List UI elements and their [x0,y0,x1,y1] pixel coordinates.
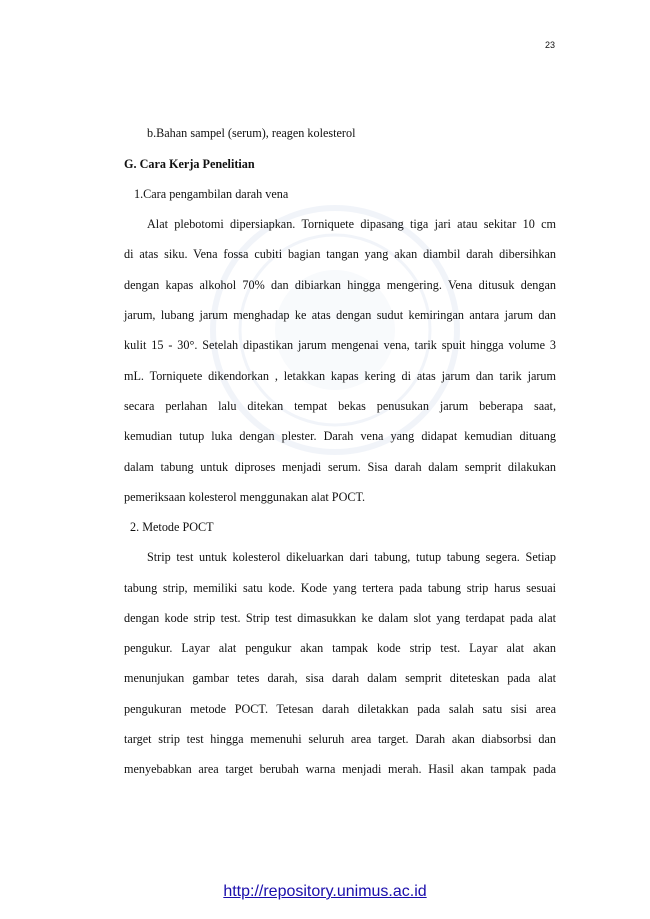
paragraph-line: pemeriksaan kolesterol menggunakan alat POCT. [124,490,366,504]
subheading-blood-collection: 1.Cara pengambilan darah vena [134,187,289,201]
paragraph-line: kulit 15 - 30°. Setelah dipastikan jarum mengenai vena, tarik spuit hingga volume 3 [124,338,556,352]
section-heading-cara-kerja: G. Cara Kerja Penelitian [124,157,255,171]
paragraph-line: menyebabkan area target berubah warna menjadi merah. Hasil akan tampak pada [124,762,556,776]
university-seal-watermark [205,200,465,460]
paragraph-line: kemudian tutup luka dengan plester. Darah vena yang didapat kemudian dituang [124,429,556,443]
paragraph-line: menunjukan gambar tetes darah, sisa darah dalam semprit diteteskan pada alat [124,671,556,685]
paragraph-line: di atas siku. Vena fossa cubiti bagian tangan yang akan diambil darah dibersihkan [124,247,556,261]
paragraph-line: pengukuran metode POCT. Tetesan darah diletakkan pada salah satu sisi area [124,702,556,716]
paragraph-line: dengan kode strip test. Strip test dimasukkan ke dalam slot yang terdapat pada alat [124,611,556,625]
paragraph-line: tabung strip, memiliki satu kode. Kode yang tertera pada tabung strip harus sesuai [124,581,556,595]
page-number: 23 [545,40,556,50]
paragraph-line: mL. Torniquete dikendorkan , letakkan kapas kering di atas jarum dan tarik jarum [124,369,556,383]
paragraph-line: Strip test untuk kolesterol dikeluarkan dari tabung, tutup tabung segera. Setiap [147,550,556,564]
paragraph-line: Alat plebotomi dipersiapkan. Torniquete dipasang tiga jari atau sekitar 10 cm [147,217,556,231]
paragraph-line: pengukur. Layar alat pengukur akan tampak kode strip test. Layar alat akan [124,641,556,655]
paragraph-line: target strip test hingga memenuhi seluruh area target. Darah akan diabsorbsi dan [124,732,556,746]
line-material-sample: b.Bahan sampel (serum), reagen kolesterol [147,126,356,140]
paragraph-line: secara perlahan lalu ditekan tempat bekas penusukan jarum beberapa saat, [124,399,556,413]
paragraph-line: dalam tabung untuk diproses menjadi serum. Sisa darah dalam semprit dilakukan [124,460,556,474]
subheading-poct-method: 2. Metode POCT [130,520,214,534]
paragraph-line: dengan kapas alkohol 70% dan dibiarkan hingga mengering. Vena ditusuk dengan [124,278,556,292]
paragraph-line: jarum, lubang jarum menghadap ke atas dengan sudut kemiringan antara jarum dan [124,308,556,322]
repository-link[interactable]: http://repository.unimus.ac.id [223,883,427,900]
